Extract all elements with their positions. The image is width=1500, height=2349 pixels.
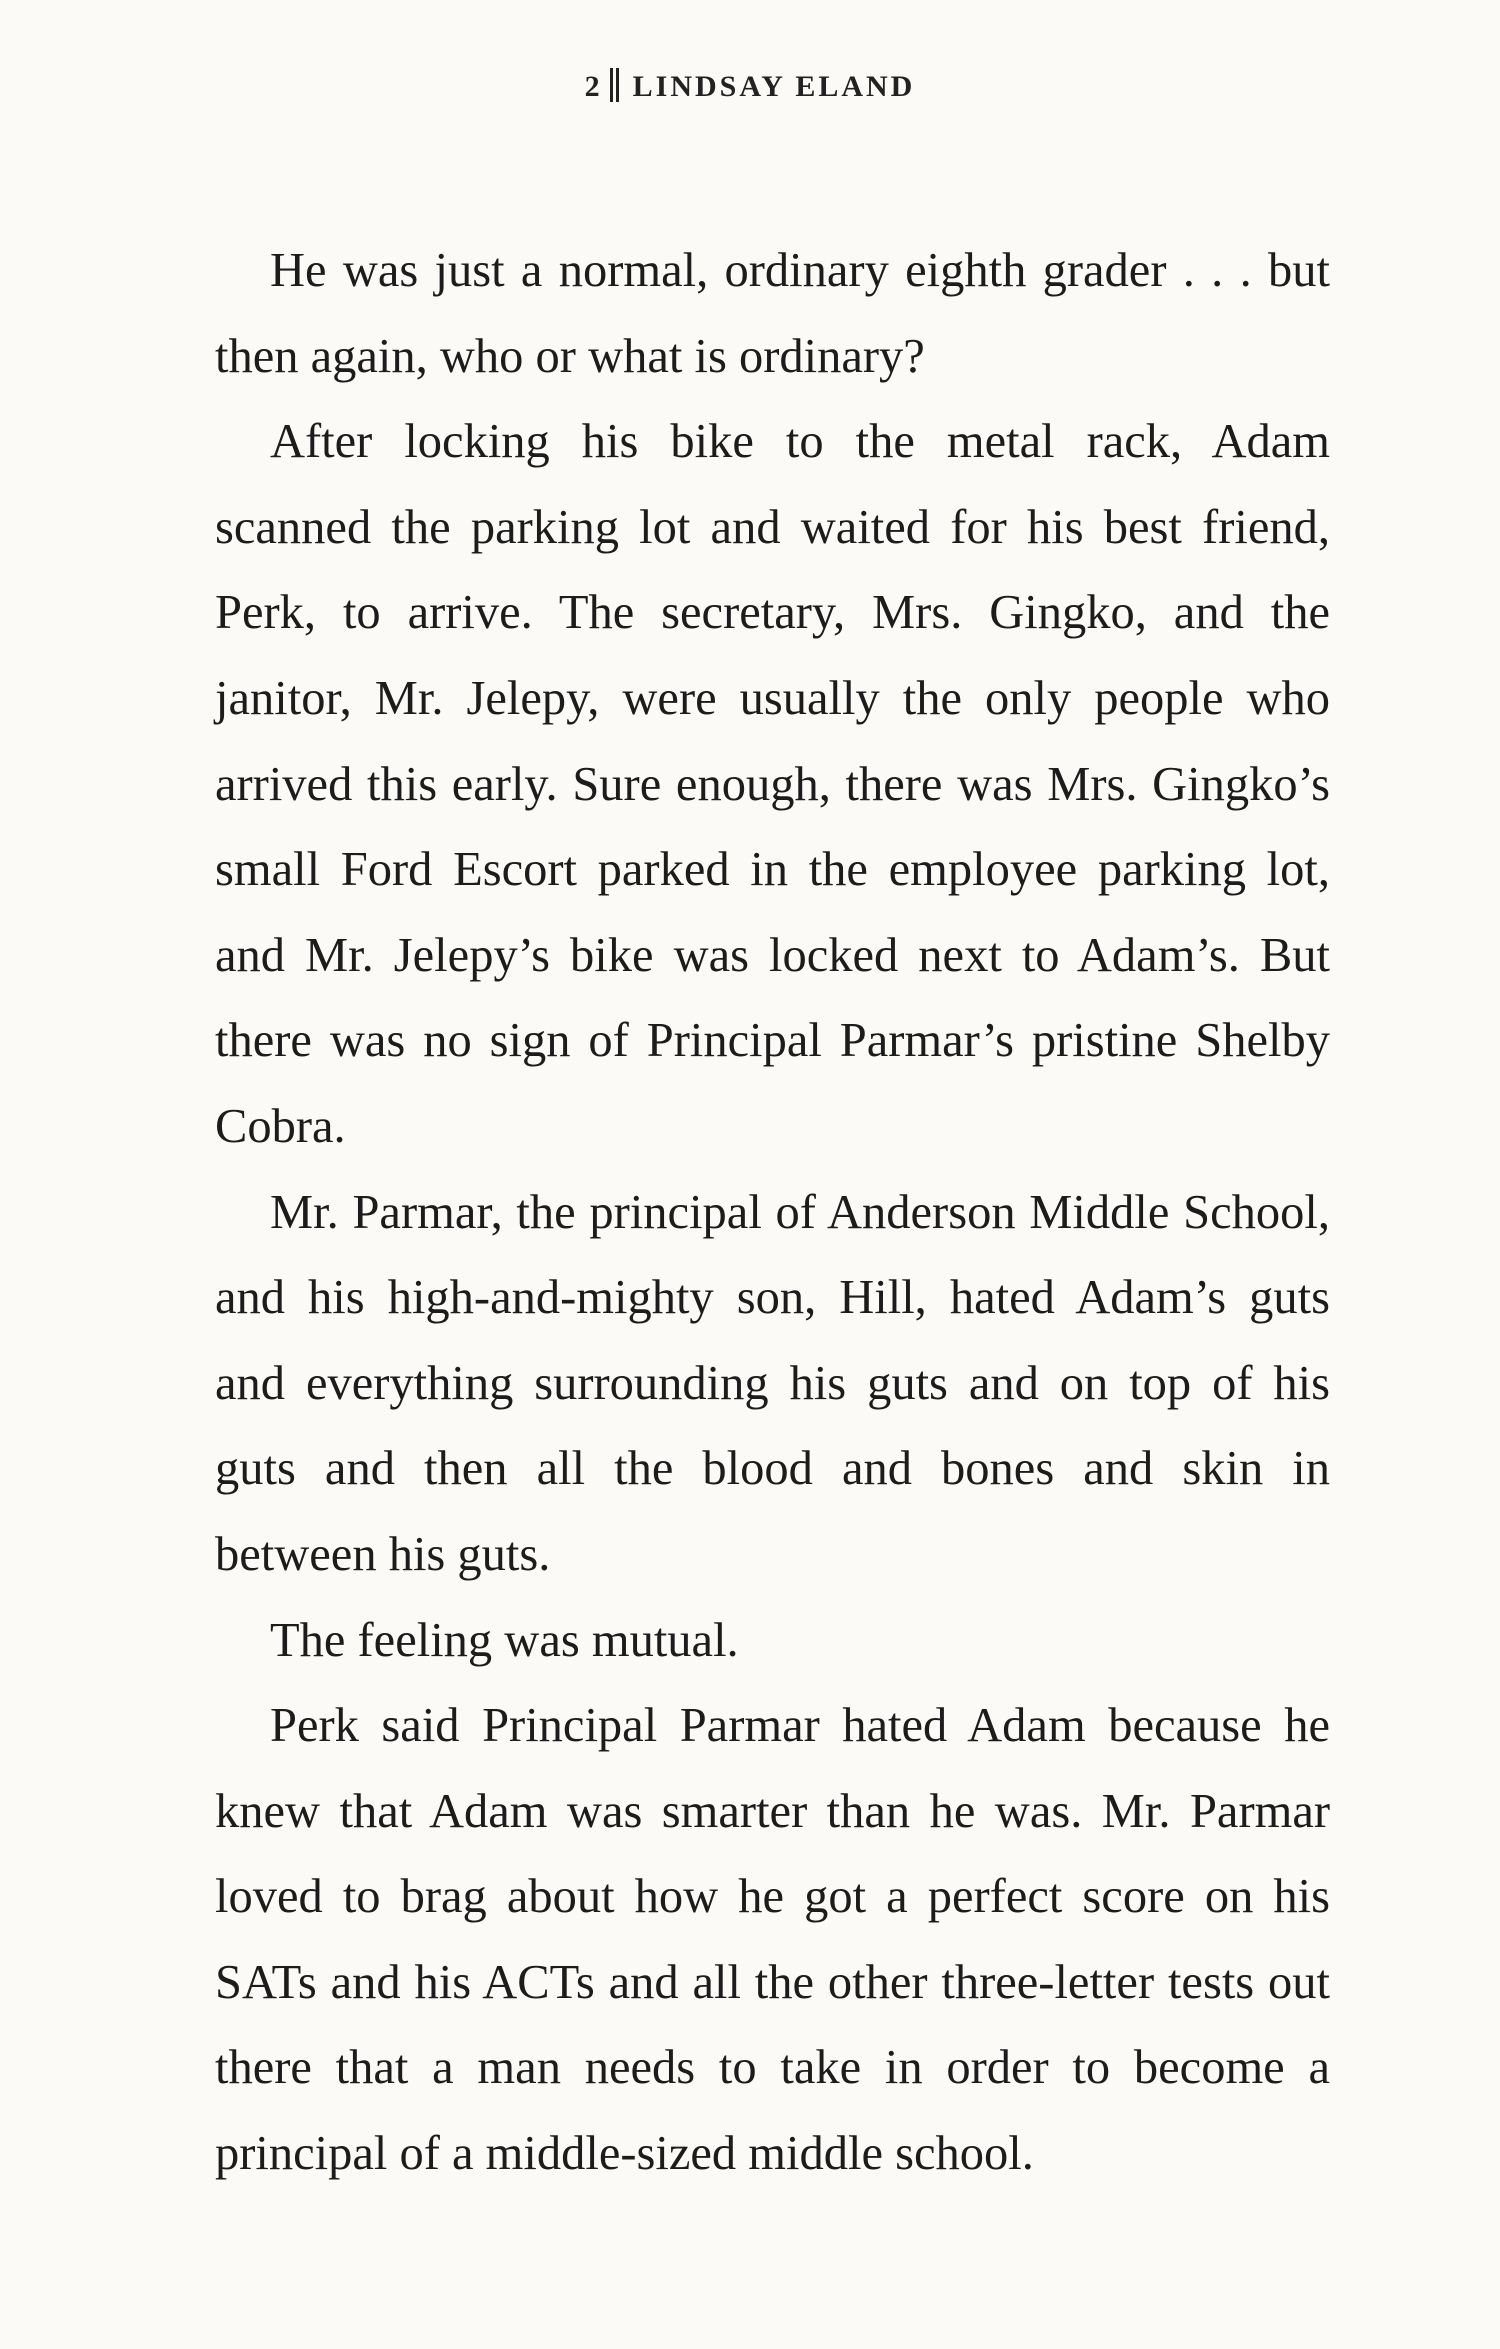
paragraph: After locking his bike to the metal rack, Adam scanned the parking lot and waited for his best friend, Perk, to arrive. The secretary, Mrs. Gingko, and the janitor, Mr. Jelepy, were usually the only people who arrived this early. Sure enough, there was Mrs. Gingko’s small Ford Escort parked in the employee parking lot, and Mr. Jelepy’s bike was locked next to Adam’s. But there was no sign of Principal Parmar’s pristine Shelby Cobra. [215, 415, 1330, 1153]
paragraph: Perk said Principal Parmar hated Adam because he knew that Adam was smarter than he was. Mr. Parmar loved to brag about how he got a perfect score on his SATs and his ACTs and all the other three-letter tests out there that a man needs to take in order to become a principal of a middle-sized middle school. [215, 1699, 1330, 2181]
paragraph: Mr. Parmar, the principal of Anderson Middle School, and his high-and-mighty son, Hill, hated Adam’s guts and everything surrounding his guts and on top of his guts and then all the blood and bones and skin in between his guts. [215, 1185, 1330, 1581]
page-number: 2 [584, 70, 600, 103]
running-head [0, 68, 1500, 104]
header-divider [610, 68, 619, 102]
author-name: LINDSAY ELAND [632, 70, 916, 103]
paragraph: He was just a normal, ordinary eighth grader . . . but then again, who or what is ordinary? [215, 244, 1330, 383]
body-text [215, 228, 1330, 2197]
paragraph: The feeling was mutual. [270, 1613, 739, 1667]
